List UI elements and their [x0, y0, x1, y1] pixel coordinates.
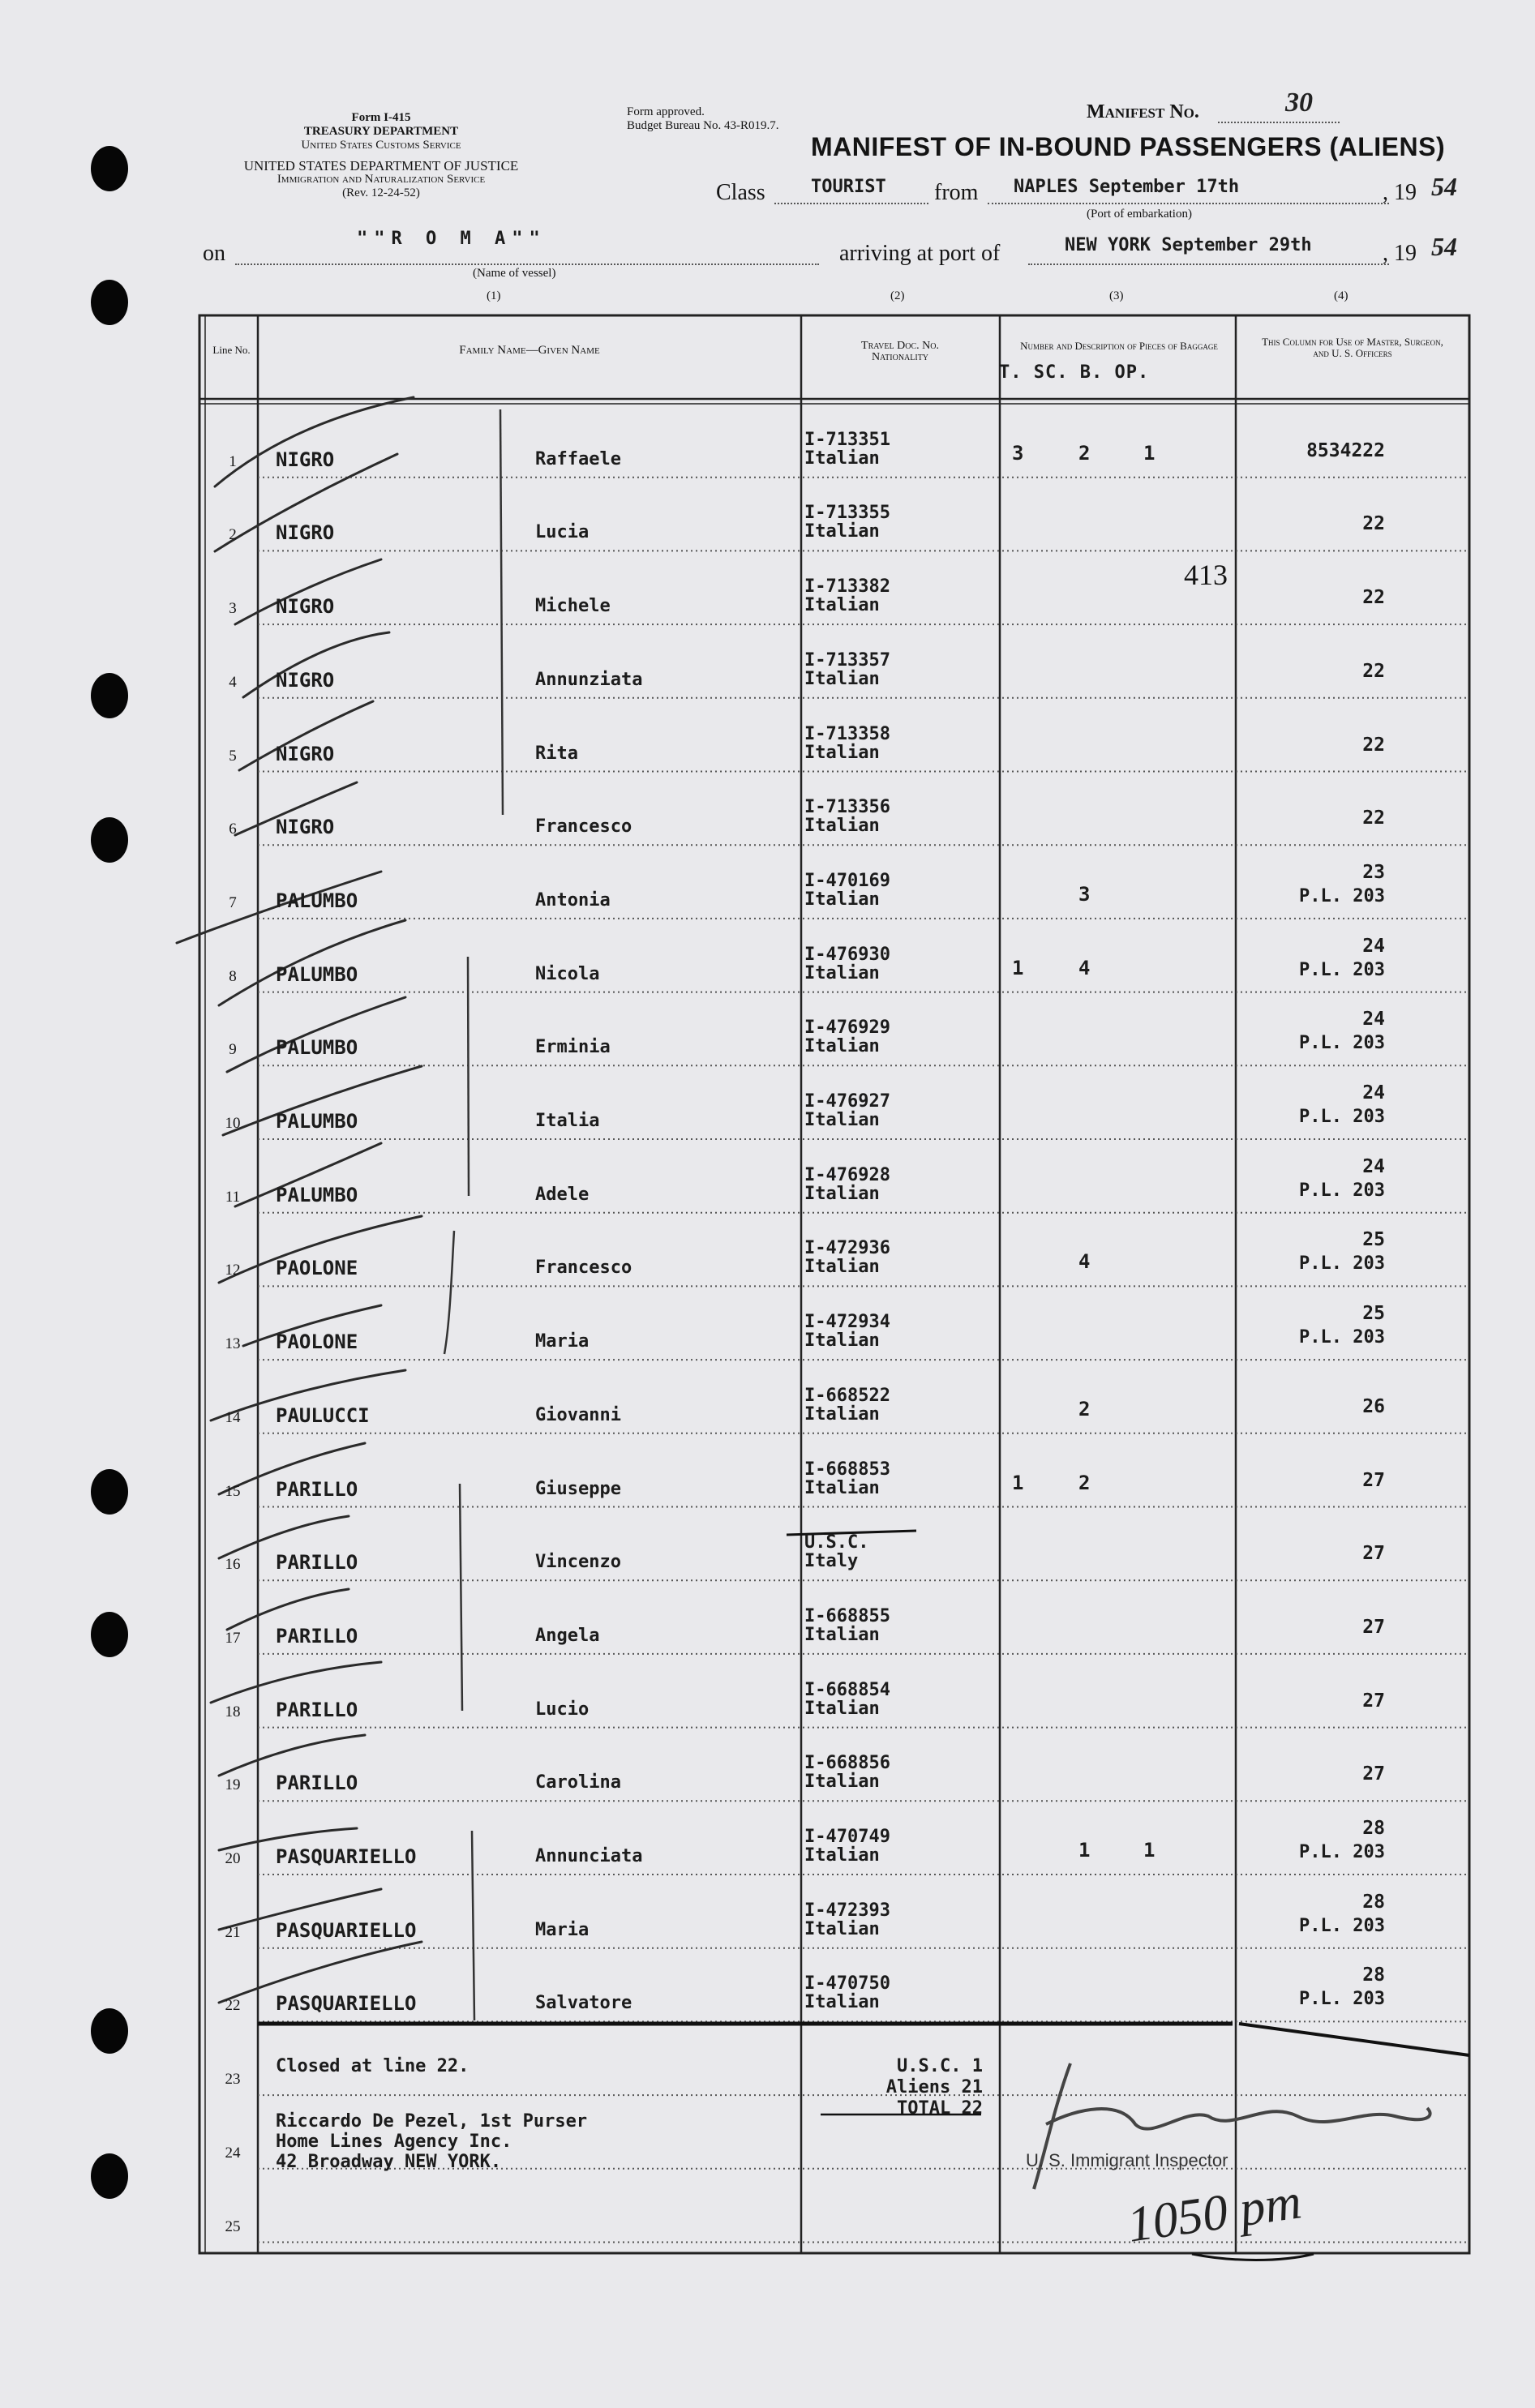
- travel-doc: [804, 1754, 890, 1791]
- col-num-1: (1): [487, 289, 501, 302]
- travel-doc-number: I-472934: [804, 1312, 890, 1333]
- family-name: NIGRO: [276, 448, 335, 471]
- officers-entry-number: 25: [1362, 1229, 1385, 1251]
- line-number: 5: [229, 747, 237, 765]
- officers-entry-value: P.L. 203: [1299, 885, 1385, 906]
- officers-entry-value: P.L. 203: [1299, 1989, 1385, 2010]
- vessel-name: ""R O M A"": [357, 229, 547, 249]
- travel-doc-number: I-668854: [804, 1679, 890, 1700]
- travel-doc-number: I-668856: [804, 1753, 890, 1774]
- travel-doc: [804, 725, 890, 762]
- line-number: 4: [229, 673, 237, 691]
- year-value: 54: [1431, 172, 1457, 201]
- officers-entry: [1362, 512, 1385, 536]
- travel-doc-number: I-476930: [804, 944, 890, 965]
- baggage-t: 1: [1012, 956, 1024, 979]
- from-label: from: [934, 180, 979, 205]
- col-num-2: (2): [890, 289, 905, 302]
- family-name: PALUMBO: [276, 1036, 358, 1060]
- officers-entry-value: 22: [1362, 587, 1385, 609]
- baggage-b: 1: [1143, 441, 1156, 465]
- nationality: Italian: [804, 1992, 880, 2013]
- given-name: Lucio: [535, 1699, 590, 1720]
- nationality: Italian: [804, 1624, 880, 1645]
- revision-label: (Rev. 12-24-52): [342, 186, 420, 199]
- given-name: Michele: [535, 596, 611, 617]
- nationality: Italian: [804, 1772, 880, 1793]
- purser-block: [276, 2111, 587, 2172]
- usc-count: U.S.C. 1: [897, 2056, 983, 2076]
- line-number: 18: [225, 1703, 241, 1720]
- family-name: PASQUARIELLO: [276, 1918, 417, 1942]
- port-embarkation-caption: (Port of embarkation): [1087, 208, 1192, 221]
- given-name: Annunciata: [535, 1846, 643, 1866]
- officers-entry: [1299, 934, 1385, 983]
- line-number: 3: [229, 600, 237, 618]
- officers-entry-value: 22: [1362, 808, 1385, 829]
- family-name: NIGRO: [276, 816, 335, 839]
- officers-entry-value: P.L. 203: [1299, 1180, 1385, 1201]
- travel-doc-number: I-476929: [804, 1018, 890, 1039]
- officers-entry: [1299, 1301, 1385, 1350]
- line-number: 25: [225, 2217, 241, 2235]
- line-number: 17: [225, 1629, 241, 1647]
- nationality: Italian: [804, 1403, 880, 1425]
- given-name: Francesco: [535, 816, 632, 838]
- family-name: PALUMBO: [276, 962, 358, 986]
- travel-doc-number: I-476928: [804, 1164, 890, 1185]
- officers-entry: [1362, 1395, 1385, 1419]
- officers-entry: [1299, 1155, 1385, 1203]
- given-name: Carolina: [535, 1772, 621, 1793]
- travel-doc-number: I-470750: [804, 1973, 890, 1995]
- line-number: 9: [229, 1041, 237, 1059]
- baggage-sc: 2: [1078, 441, 1091, 465]
- annotation-413: 413: [1184, 559, 1228, 591]
- travel-doc: [804, 503, 890, 541]
- given-name: Erminia: [535, 1037, 611, 1058]
- family-name: NIGRO: [276, 521, 335, 545]
- nationality: Italian: [804, 1110, 880, 1130]
- col-header-line-no: Line No.: [212, 344, 251, 356]
- given-name: Raffaele: [535, 448, 621, 469]
- ins-label: Immigration and Naturalization Service: [277, 173, 486, 186]
- officers-entry-value: 27: [1362, 1469, 1385, 1491]
- travel-doc-number: I-668853: [804, 1459, 890, 1480]
- officers-entry-number: 24: [1362, 1155, 1385, 1177]
- col-num-3: (3): [1109, 289, 1124, 302]
- budget-bureau: Budget Bureau No. 43-R019.7.: [627, 119, 779, 132]
- closed-at-line: Closed at line 22.: [276, 2056, 470, 2076]
- travel-doc: [804, 1313, 890, 1350]
- baggage-sc: 1: [1078, 1839, 1091, 1862]
- line-number: 21: [225, 1923, 241, 1941]
- officers-entry-value: 8534222: [1306, 439, 1385, 461]
- family-name: PAOLONE: [276, 1330, 358, 1354]
- nationality: Italian: [804, 1183, 880, 1204]
- line-number: 8: [229, 967, 237, 985]
- officers-entry-value: 27: [1362, 1543, 1385, 1565]
- arriving-year-prefix: , 19: [1383, 241, 1417, 266]
- given-name: Rita: [535, 743, 578, 764]
- officers-entry-value: 22: [1362, 513, 1385, 535]
- travel-doc-number: I-713356: [804, 797, 890, 818]
- travel-doc-number: I-472393: [804, 1900, 890, 1921]
- officers-entry-value: P.L. 203: [1299, 1107, 1385, 1127]
- baggage-t: 1: [1012, 1471, 1024, 1494]
- officers-entry-number: 25: [1362, 1303, 1385, 1325]
- travel-doc-number: I-668855: [804, 1605, 890, 1626]
- family-name: PALUMBO: [276, 1183, 358, 1206]
- travel-doc-number: I-713351: [804, 429, 890, 450]
- officers-entry: [1362, 1689, 1385, 1713]
- line-number: 6: [229, 821, 237, 838]
- given-name: Giuseppe: [535, 1478, 621, 1499]
- travel-doc-number: I-470749: [804, 1827, 890, 1847]
- baggage-sc: 3: [1078, 882, 1091, 906]
- officers-entry-number: 24: [1362, 935, 1385, 957]
- baggage-t: 3: [1012, 441, 1024, 465]
- line-number: 24: [225, 2144, 241, 2162]
- col-header-officers: This Column for Use of Master, Surgeon, and U. S. Officers: [1262, 336, 1443, 359]
- family-name: PARILLO: [276, 1477, 358, 1501]
- officers-entry-value: 26: [1362, 1395, 1385, 1417]
- line-number: 12: [225, 1262, 241, 1279]
- from-value: NAPLES September 17th: [1014, 177, 1240, 197]
- nationality: Italian: [804, 816, 880, 837]
- family-name: PALUMBO: [276, 889, 358, 912]
- family-name: PARILLO: [276, 1624, 358, 1647]
- officers-entry-value: 27: [1362, 1763, 1385, 1785]
- given-name: Maria: [535, 1331, 590, 1352]
- form-number: Form I-415: [351, 111, 411, 124]
- nationality: Italian: [804, 668, 880, 689]
- arriving-value: NEW YORK September 29th: [1065, 235, 1312, 255]
- year-prefix: , 19: [1383, 180, 1417, 205]
- officers-entry: [1299, 1963, 1385, 2012]
- family-name: PASQUARIELLO: [276, 1992, 417, 2016]
- travel-doc-number: I-713382: [804, 576, 890, 598]
- travel-doc: [804, 1239, 890, 1276]
- officers-entry: [1299, 1228, 1385, 1276]
- travel-doc-number: I-713355: [804, 503, 890, 524]
- line-number: 10: [225, 1115, 241, 1132]
- family-name: PAOLONE: [276, 1257, 358, 1280]
- officers-entry: [1299, 1816, 1385, 1865]
- travel-doc: [804, 1460, 890, 1498]
- family-name: PAULUCCI: [276, 1403, 370, 1427]
- aliens-count: Aliens 21: [885, 2077, 983, 2097]
- family-name: NIGRO: [276, 595, 335, 619]
- officers-entry: [1299, 860, 1385, 909]
- officers-entry-value: P.L. 203: [1299, 1033, 1385, 1054]
- baggage-sc: 2: [1078, 1397, 1091, 1420]
- nationality: Italian: [804, 962, 880, 983]
- officers-entry-value: 22: [1362, 734, 1385, 756]
- family-name: PARILLO: [276, 1772, 358, 1795]
- officers-entry: [1306, 439, 1385, 463]
- line-number: 23: [225, 2071, 241, 2089]
- arriving-year-value: 54: [1431, 232, 1457, 261]
- travel-doc: [804, 1018, 890, 1056]
- arriving-label: arriving at port of: [839, 241, 1001, 266]
- line-number: 16: [225, 1556, 241, 1574]
- officers-entry-value: P.L. 203: [1299, 1842, 1385, 1862]
- line-number: 15: [225, 1482, 241, 1500]
- baggage-sc: 4: [1078, 956, 1091, 979]
- class-value: TOURIST: [811, 177, 886, 197]
- travel-doc: [804, 1533, 868, 1570]
- officers-entry: [1362, 1762, 1385, 1786]
- inspector-caption: U. S. Immigrant Inspector: [1026, 2150, 1228, 2170]
- travel-doc-number: I-713357: [804, 649, 890, 671]
- handwritten-time: 1050 pm: [1124, 2174, 1305, 2253]
- travel-doc: [804, 1386, 890, 1424]
- line-number: 20: [225, 1850, 241, 1867]
- customs-label: United States Customs Service: [301, 139, 461, 152]
- nationality: Italian: [804, 1477, 880, 1498]
- doj-label: UNITED STATES DEPARTMENT OF JUSTICE: [243, 158, 519, 174]
- officers-entry: [1299, 1890, 1385, 1939]
- line-number: 2: [229, 526, 237, 544]
- officers-entry: [1299, 1081, 1385, 1129]
- officers-entry: [1362, 1541, 1385, 1566]
- given-name: Giovanni: [535, 1404, 621, 1425]
- class-label: Class: [716, 180, 765, 205]
- given-name: Lucia: [535, 522, 590, 543]
- nationality: Italian: [804, 742, 880, 763]
- travel-doc: [804, 945, 890, 983]
- officers-entry: [1362, 806, 1385, 830]
- line-number: 7: [229, 893, 237, 911]
- officers-entry-value: P.L. 203: [1299, 1915, 1385, 1936]
- manifest-title: MANIFEST OF IN-BOUND PASSENGERS (ALIENS): [811, 132, 1446, 161]
- officers-entry: [1299, 1007, 1385, 1056]
- officers-entry-number: 28: [1362, 1965, 1385, 1986]
- travel-doc: [804, 872, 890, 909]
- nationality: Italian: [804, 889, 880, 910]
- nationality: Italian: [804, 1036, 880, 1057]
- family-name: PARILLO: [276, 1698, 358, 1721]
- agency-name: Home Lines Agency Inc.: [276, 2132, 512, 2152]
- travel-doc: [804, 1681, 890, 1718]
- line-number: 11: [225, 1188, 241, 1206]
- travel-doc: [804, 1092, 890, 1129]
- given-name: Salvatore: [535, 1993, 632, 2014]
- travel-doc-number: I-713358: [804, 723, 890, 744]
- officers-entry-number: 28: [1362, 1891, 1385, 1913]
- officers-entry-number: 23: [1362, 861, 1385, 883]
- nationality: Italy: [804, 1551, 859, 1572]
- travel-doc: [804, 431, 890, 468]
- on-label: on: [203, 241, 225, 266]
- family-name: PARILLO: [276, 1551, 358, 1575]
- col-header-doc: Travel Doc. No. Nationality: [861, 340, 939, 363]
- travel-doc: [804, 1901, 890, 1939]
- officers-entry-value: P.L. 203: [1299, 1253, 1385, 1275]
- purser-name: Riccardo De Pezel, 1st Purser: [276, 2111, 588, 2132]
- given-name: Francesco: [535, 1258, 632, 1279]
- nationality: Italian: [804, 1257, 880, 1278]
- travel-doc: [804, 577, 890, 615]
- manifest-no-value: 30: [1285, 88, 1313, 118]
- baggage-sc: 4: [1078, 1250, 1091, 1274]
- officers-entry: [1362, 1468, 1385, 1493]
- officers-entry: [1362, 1615, 1385, 1639]
- officers-entry-value: 27: [1362, 1690, 1385, 1712]
- given-name: Annunziata: [535, 669, 643, 690]
- baggage-b: 1: [1143, 1839, 1156, 1862]
- officers-entry-value: 22: [1362, 660, 1385, 682]
- vessel-caption: (Name of vessel): [473, 267, 556, 280]
- agency-address: 42 Broadway NEW YORK.: [276, 2152, 502, 2172]
- travel-doc-number: I-668522: [804, 1385, 890, 1406]
- family-name: PASQUARIELLO: [276, 1845, 417, 1868]
- travel-doc: [804, 1607, 890, 1644]
- nationality: Italian: [804, 1698, 880, 1719]
- given-name: Adele: [535, 1184, 590, 1205]
- travel-doc: [804, 1827, 890, 1865]
- officers-entry: [1362, 733, 1385, 757]
- line-number: 1: [229, 452, 237, 470]
- nationality: Italian: [804, 595, 880, 616]
- line-number: 14: [225, 1408, 241, 1426]
- travel-doc-number: U.S.C.: [804, 1532, 869, 1553]
- travel-doc: [804, 651, 890, 688]
- nationality: Italian: [804, 1918, 880, 1939]
- officers-entry-value: P.L. 203: [1299, 959, 1385, 980]
- officers-entry-number: 24: [1362, 1082, 1385, 1103]
- given-name: Antonia: [535, 889, 611, 910]
- given-name: Vincenzo: [535, 1552, 621, 1573]
- col-header-baggage-sub: T. SC. B. OP.: [999, 362, 1150, 383]
- col-num-4: (4): [1334, 289, 1348, 302]
- treasury-label: TREASURY DEPARTMENT: [303, 125, 459, 138]
- nationality: Italian: [804, 448, 880, 469]
- officers-entry: [1362, 585, 1385, 610]
- family-name: PALUMBO: [276, 1110, 358, 1133]
- nationality: Italian: [804, 521, 880, 542]
- given-name: Angela: [535, 1625, 600, 1646]
- line-number: 13: [225, 1335, 241, 1353]
- given-name: Maria: [535, 1919, 590, 1940]
- baggage-sc: 2: [1078, 1471, 1091, 1494]
- given-name: Nicola: [535, 963, 600, 984]
- travel-doc: [804, 1974, 890, 2012]
- officers-entry-number: 24: [1362, 1009, 1385, 1030]
- travel-doc: [804, 1166, 890, 1203]
- col-header-baggage: Number and Description of Pieces of Baggage: [1020, 340, 1218, 352]
- travel-doc-number: I-472936: [804, 1238, 890, 1259]
- travel-doc-number: I-476927: [804, 1091, 890, 1112]
- officers-entry: [1362, 659, 1385, 683]
- travel-doc: [804, 798, 890, 835]
- family-name: NIGRO: [276, 668, 335, 692]
- nationality: Italian: [804, 1330, 880, 1352]
- line-number: 19: [225, 1776, 241, 1794]
- family-name: NIGRO: [276, 742, 335, 765]
- col-header-name: Family Name—Given Name: [459, 344, 600, 357]
- travel-doc-number: I-470169: [804, 870, 890, 891]
- totals-block: [821, 2056, 983, 2119]
- officers-entry-value: P.L. 203: [1299, 1327, 1385, 1348]
- manifest-no-label: Manifest No.: [1087, 101, 1199, 122]
- officers-entry-number: 28: [1362, 1818, 1385, 1839]
- form-approved: Form approved.: [627, 105, 705, 118]
- officers-entry-value: 27: [1362, 1616, 1385, 1638]
- total-count: TOTAL 22: [897, 2098, 983, 2119]
- nationality: Italian: [804, 1845, 880, 1866]
- line-number: 22: [225, 1997, 241, 2015]
- given-name: Italia: [535, 1111, 600, 1131]
